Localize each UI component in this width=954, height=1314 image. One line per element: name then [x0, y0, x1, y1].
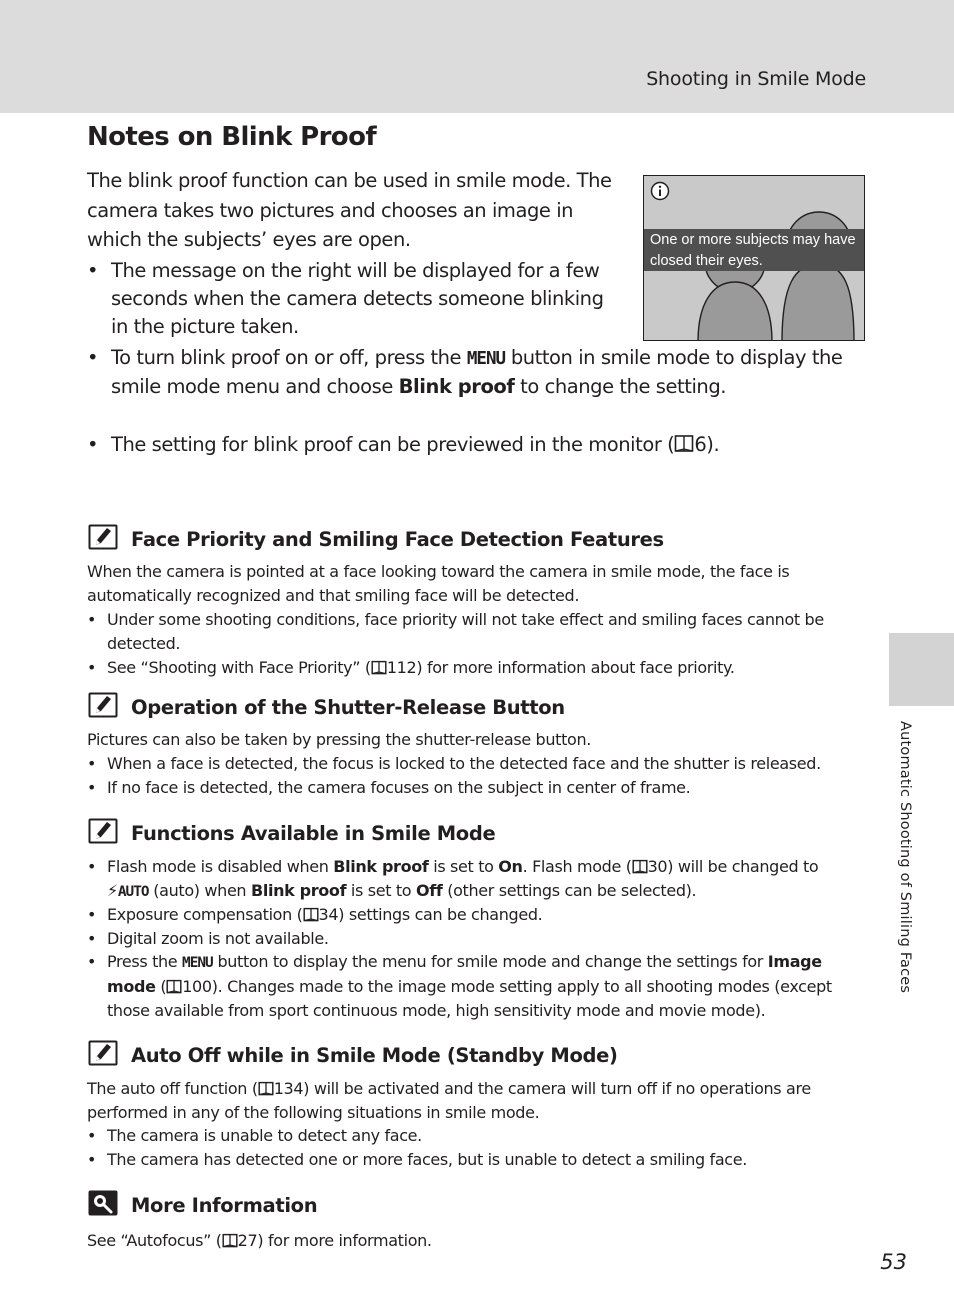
bold-term: Blink proof	[333, 857, 429, 876]
bullet-text: (auto) when	[148, 881, 251, 900]
bullet-dot: •	[87, 610, 97, 629]
list-item	[87, 431, 871, 459]
bullet-text: is set to	[428, 857, 499, 876]
bullet-text: ) for more information about face priority.	[416, 658, 735, 677]
bold-term: Blink proof	[250, 881, 347, 900]
pencil-note-icon	[88, 1040, 118, 1066]
bullet-text: If no face is detected, the camera focuses on the subject in center of frame.	[107, 778, 691, 797]
note-title: Auto Off while in Smile Mode (Standby Mode)	[131, 1044, 618, 1067]
bold-term: On	[498, 857, 523, 876]
note-title: More Information	[131, 1194, 318, 1217]
flash-auto-label: AUTO	[117, 884, 149, 900]
pencil-note-icon	[88, 524, 118, 550]
bullet-text: . Flash mode (	[522, 857, 632, 876]
book-reference-icon	[632, 859, 648, 875]
list-item	[87, 656, 862, 680]
note-body: Pictures can also be taken by pressing the shutter-release button.	[87, 730, 591, 749]
bullet-text: (other settings can be selected).	[442, 881, 697, 900]
list-item	[87, 927, 862, 951]
bold-term: Blink proof	[398, 375, 515, 399]
book-reference-icon	[258, 1081, 274, 1097]
chapter-tab	[889, 633, 954, 706]
bullet-text: When a face is detected, the focus is locked to the detected face and the shutter is released.	[107, 754, 821, 773]
bullet-dot: •	[87, 658, 97, 677]
blink-warning-message: One or more subjects may have closed their eyes.	[644, 229, 865, 271]
note-body: When the camera is pointed at a face looking toward the camera in smile mode, the face is automatically recognized and that smiling face will be detected.	[87, 562, 790, 605]
info-icon	[650, 181, 670, 201]
page-title: Notes on Blink Proof	[87, 122, 377, 152]
note-title: Operation of the Shutter-Release Button	[131, 696, 565, 719]
book-reference-icon	[674, 434, 694, 454]
note-title: Functions Available in Smile Mode	[131, 822, 496, 845]
bullet-text: The message on the right will be displayed for a few seconds when the camera detects someone blinking in the picture taken.	[111, 259, 604, 339]
bullet-text: To turn blink proof on or off, press the	[111, 346, 467, 369]
bullet-text: ). Changes made to the image mode setting apply to all shooting modes (except those available from sport continuous mode, high sensitivity mode and movie mode).	[107, 977, 832, 1020]
bullet-text: button to display the menu for smile mode and change the settings for	[212, 952, 768, 971]
bullet-text: (	[155, 977, 167, 996]
bullet-text: The setting for blink proof can be previewed in the monitor (	[111, 433, 675, 456]
bullet-text: See “Shooting with Face Priority” (	[107, 658, 371, 677]
bullet-dot: •	[87, 905, 97, 924]
page-ref: 134	[273, 1079, 304, 1098]
pencil-note-icon	[88, 692, 118, 718]
bullet-dot: •	[87, 929, 97, 948]
page-ref: 30	[647, 857, 668, 876]
bullet-dot: •	[87, 259, 99, 282]
bullet-dot: •	[87, 754, 97, 773]
page-ref: 27	[237, 1231, 258, 1250]
flash-auto-icon: ⚡AUTO	[107, 881, 149, 900]
bullet-dot: •	[87, 346, 99, 369]
bullet-dot: •	[87, 1150, 97, 1169]
bullet-text: Exposure compensation (	[107, 905, 303, 924]
list-item	[87, 776, 862, 800]
list-item	[87, 855, 862, 904]
menu-button-icon: MENU	[182, 955, 213, 971]
intro-paragraph: The blink proof function can be used in smile mode. The camera takes two pictures and chooses an image in which the subjects’ eyes are open.	[87, 169, 612, 252]
bullet-text: is set to	[346, 881, 416, 900]
book-reference-icon	[371, 660, 387, 676]
header-band	[0, 0, 954, 113]
bullet-text: The camera is unable to detect any face.	[107, 1126, 422, 1145]
page-ref: 112	[386, 658, 417, 677]
page-ref: 34	[318, 905, 339, 924]
bullet-text: button in smile mode to display the smile mode menu and choose	[111, 346, 843, 399]
bullet-dot: •	[87, 857, 97, 876]
body-text: The auto off function (	[87, 1079, 258, 1098]
body-text: ) will be activated and the camera will turn off if no operations are performed in any of the following situations in smile mode.	[87, 1079, 811, 1122]
list-item	[87, 344, 871, 401]
page-number: 53	[880, 1250, 907, 1274]
list-item	[87, 1148, 862, 1172]
chapter-label: Automatic Shooting of Smiling Faces	[897, 721, 913, 994]
bullet-text: ).	[706, 433, 720, 456]
bullet-text: The camera has detected one or more faces, but is unable to detect a smiling face.	[107, 1150, 747, 1169]
page-ref: 6	[694, 433, 707, 456]
bullet-dot: •	[87, 952, 97, 971]
list-item	[87, 257, 621, 342]
list-item	[87, 752, 862, 776]
bullet-dot: •	[87, 1126, 97, 1145]
list-item	[87, 950, 862, 1023]
bullet-dot: •	[87, 778, 97, 797]
bullet-text: Digital zoom is not available.	[107, 929, 329, 948]
list-item	[87, 903, 862, 927]
monitor-illustration	[643, 175, 865, 341]
book-reference-icon	[166, 979, 182, 995]
book-reference-icon	[222, 1233, 238, 1249]
list-item	[87, 1124, 862, 1148]
note-body	[87, 1229, 857, 1253]
bold-term: Off	[415, 881, 443, 900]
note-body	[87, 1077, 857, 1125]
bullet-text: to change the setting.	[514, 375, 726, 399]
bullet-text: ) settings can be changed.	[338, 905, 543, 924]
list-item	[87, 608, 862, 656]
bullet-text: ) will be changed to	[667, 857, 819, 876]
menu-button-icon: MENU	[466, 349, 506, 369]
bold-term: Image mode	[107, 952, 822, 996]
note-title: Face Priority and Smiling Face Detection Features	[131, 528, 664, 551]
bullet-text: Flash mode is disabled when	[107, 857, 334, 876]
magnifier-info-icon	[88, 1190, 118, 1216]
pencil-note-icon	[88, 818, 118, 844]
page-ref: 100	[182, 977, 212, 996]
body-text: ) for more information.	[257, 1231, 432, 1250]
bullet-text: Under some shooting conditions, face priority will not take effect and smiling faces cannot be detected.	[107, 610, 824, 653]
bullet-dot: •	[87, 433, 99, 456]
body-text: See “Autofocus” (	[87, 1231, 222, 1250]
bullet-text: Press the	[107, 952, 183, 971]
section-header-title: Shooting in Smile Mode	[646, 68, 866, 90]
book-reference-icon	[303, 907, 319, 923]
